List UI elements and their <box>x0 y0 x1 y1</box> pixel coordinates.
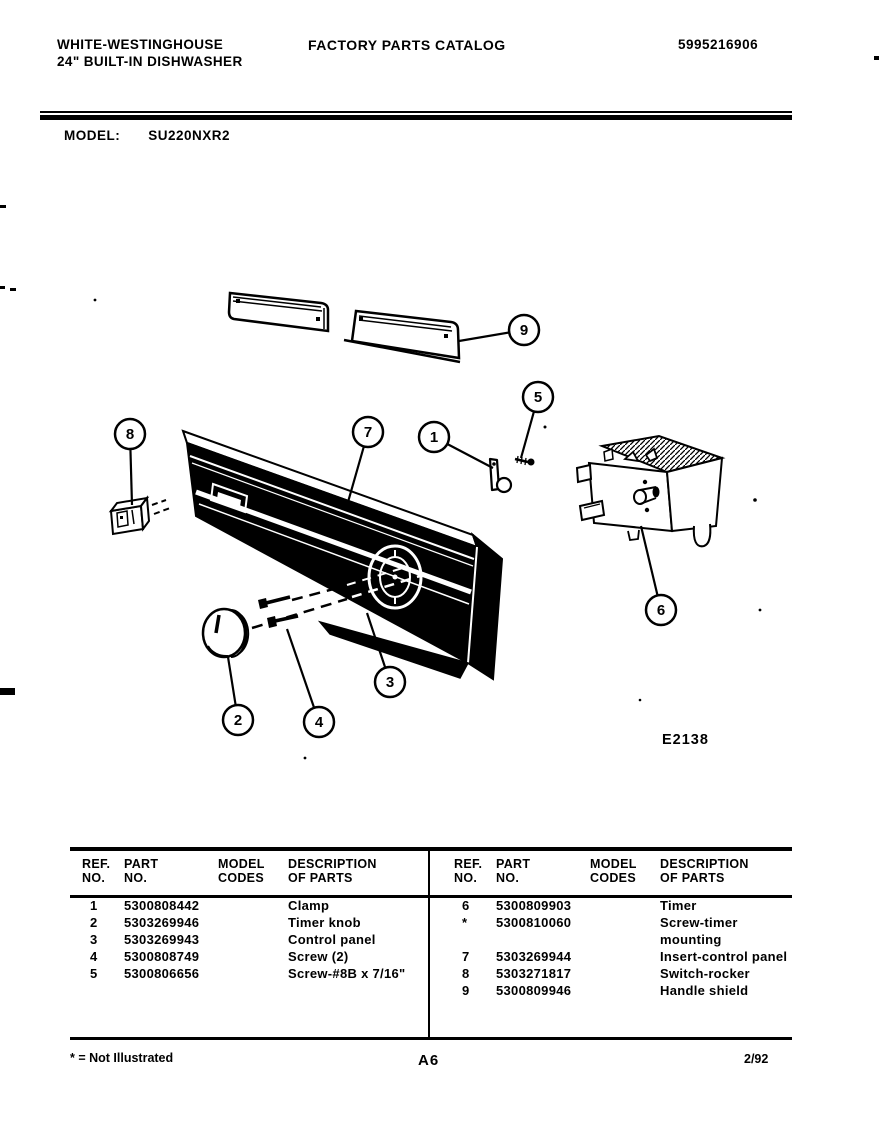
column-header: MODEL CODES <box>218 857 265 885</box>
cell-ref: 1 <box>90 898 98 913</box>
cell-model <box>218 931 288 948</box>
figure-code: E2138 <box>662 732 709 748</box>
svg-text:7: 7 <box>363 424 373 441</box>
cell-desc: Insert-control panel <box>660 949 788 964</box>
scan-artifact <box>874 56 879 60</box>
table-row <box>82 965 426 982</box>
callout-8 <box>115 419 145 505</box>
callout-6 <box>641 526 676 625</box>
column-header: PART NO. <box>124 857 159 885</box>
cell-ref: 7 <box>462 949 470 964</box>
not-illustrated-note: * = Not Illustrated <box>70 1051 174 1065</box>
svg-text:8: 8 <box>125 426 135 443</box>
cell-desc: Timer <box>660 898 697 913</box>
table-row <box>454 914 792 948</box>
table-row <box>82 897 426 914</box>
scan-artifact <box>0 286 5 289</box>
cell-model <box>218 914 288 931</box>
svg-text:5: 5 <box>533 389 543 406</box>
table-divider <box>428 851 430 1037</box>
timer-drawing <box>577 436 722 546</box>
cell-model <box>590 982 660 999</box>
cell-part: 5300810060 <box>496 915 572 930</box>
cell-desc: Timer knob <box>288 915 361 930</box>
table-row <box>82 948 426 965</box>
cell-part: 5303269944 <box>496 949 572 964</box>
screws-drawing <box>252 586 347 628</box>
cell-ref: * <box>462 915 468 930</box>
svg-text:6: 6 <box>656 602 666 619</box>
page-number: A6 <box>418 1052 440 1069</box>
svg-text:4: 4 <box>314 714 324 731</box>
column-header: PART NO. <box>496 857 531 885</box>
cell-model <box>218 897 288 914</box>
cell-ref: 4 <box>90 949 98 964</box>
table-row <box>82 914 426 931</box>
cell-model <box>218 948 288 965</box>
table-header-row <box>442 851 792 885</box>
cell-model <box>590 948 660 965</box>
callout-4 <box>287 629 334 737</box>
catalog-title: FACTORY PARTS CATALOG <box>308 37 506 53</box>
table-row <box>82 931 426 948</box>
scan-artifact <box>0 688 15 695</box>
cell-part: 5300806656 <box>124 966 200 981</box>
handle-shield-left-drawing <box>229 293 328 331</box>
callout-5 <box>521 382 553 458</box>
cell-ref: 9 <box>462 983 470 998</box>
publication-number: 5995216906 <box>678 37 759 52</box>
brand-line2: 24" BUILT-IN DISHWASHER <box>57 54 243 69</box>
cell-part: 5303269946 <box>124 915 200 930</box>
svg-text:3: 3 <box>385 674 395 691</box>
callout-1 <box>419 422 493 468</box>
handle-shield-right-drawing <box>344 311 460 362</box>
cell-part: 5300809946 <box>496 983 572 998</box>
callout-2 <box>223 657 253 735</box>
cell-model <box>218 965 288 982</box>
cell-desc: Screw-timer mounting <box>660 915 738 947</box>
parts-table-right <box>442 851 792 1037</box>
model-number: SU220NXR2 <box>148 128 231 143</box>
scan-artifact <box>0 205 6 208</box>
cell-ref: 3 <box>90 932 98 947</box>
column-header: DESCRIPTION OF PARTS <box>660 857 749 885</box>
parts-table-left <box>70 851 426 1037</box>
table-row <box>454 965 792 982</box>
column-header: REF. NO. <box>82 857 111 885</box>
cell-model <box>590 897 660 914</box>
brand-line1: WHITE-WESTINGHOUSE <box>57 37 224 52</box>
cell-desc: Handle shield <box>660 983 749 998</box>
cell-desc: Clamp <box>288 898 330 913</box>
cell-desc: Switch-rocker <box>660 966 750 981</box>
clamp-drawing <box>490 459 511 492</box>
table-row <box>454 897 792 914</box>
table-row <box>454 982 792 999</box>
cell-model <box>590 965 660 982</box>
parts-table <box>70 847 792 1040</box>
cell-desc: Screw (2) <box>288 949 349 964</box>
cell-ref: 5 <box>90 966 98 981</box>
cell-part: 5300808442 <box>124 898 200 913</box>
column-header: DESCRIPTION OF PARTS <box>288 857 377 885</box>
cell-part: 5300808749 <box>124 949 200 964</box>
table-row <box>454 948 792 965</box>
column-header: MODEL CODES <box>590 857 637 885</box>
timer-knob-drawing <box>203 609 248 657</box>
svg-text:9: 9 <box>519 322 529 339</box>
cell-part: 5303269943 <box>124 932 200 947</box>
cell-desc: Screw-#8B x 7/16" <box>288 966 406 981</box>
model-label: MODEL: <box>64 128 121 143</box>
svg-text:2: 2 <box>233 712 243 729</box>
small-screw-drawing <box>515 456 535 466</box>
cell-desc: Control panel <box>288 932 376 947</box>
cell-ref: 8 <box>462 966 470 981</box>
scan-artifact <box>10 288 16 291</box>
revision-date: 2/92 <box>744 1052 769 1066</box>
callout-9 <box>459 315 539 345</box>
svg-text:1: 1 <box>429 429 439 446</box>
rocker-switch-drawing <box>111 498 170 534</box>
cell-ref: 6 <box>462 898 470 913</box>
table-header-row <box>70 851 426 885</box>
cell-part: 5300809903 <box>496 898 572 913</box>
column-header: REF. NO. <box>454 857 483 885</box>
cell-model <box>590 914 660 948</box>
cell-ref: 2 <box>90 915 98 930</box>
cell-part: 5303271817 <box>496 966 572 981</box>
